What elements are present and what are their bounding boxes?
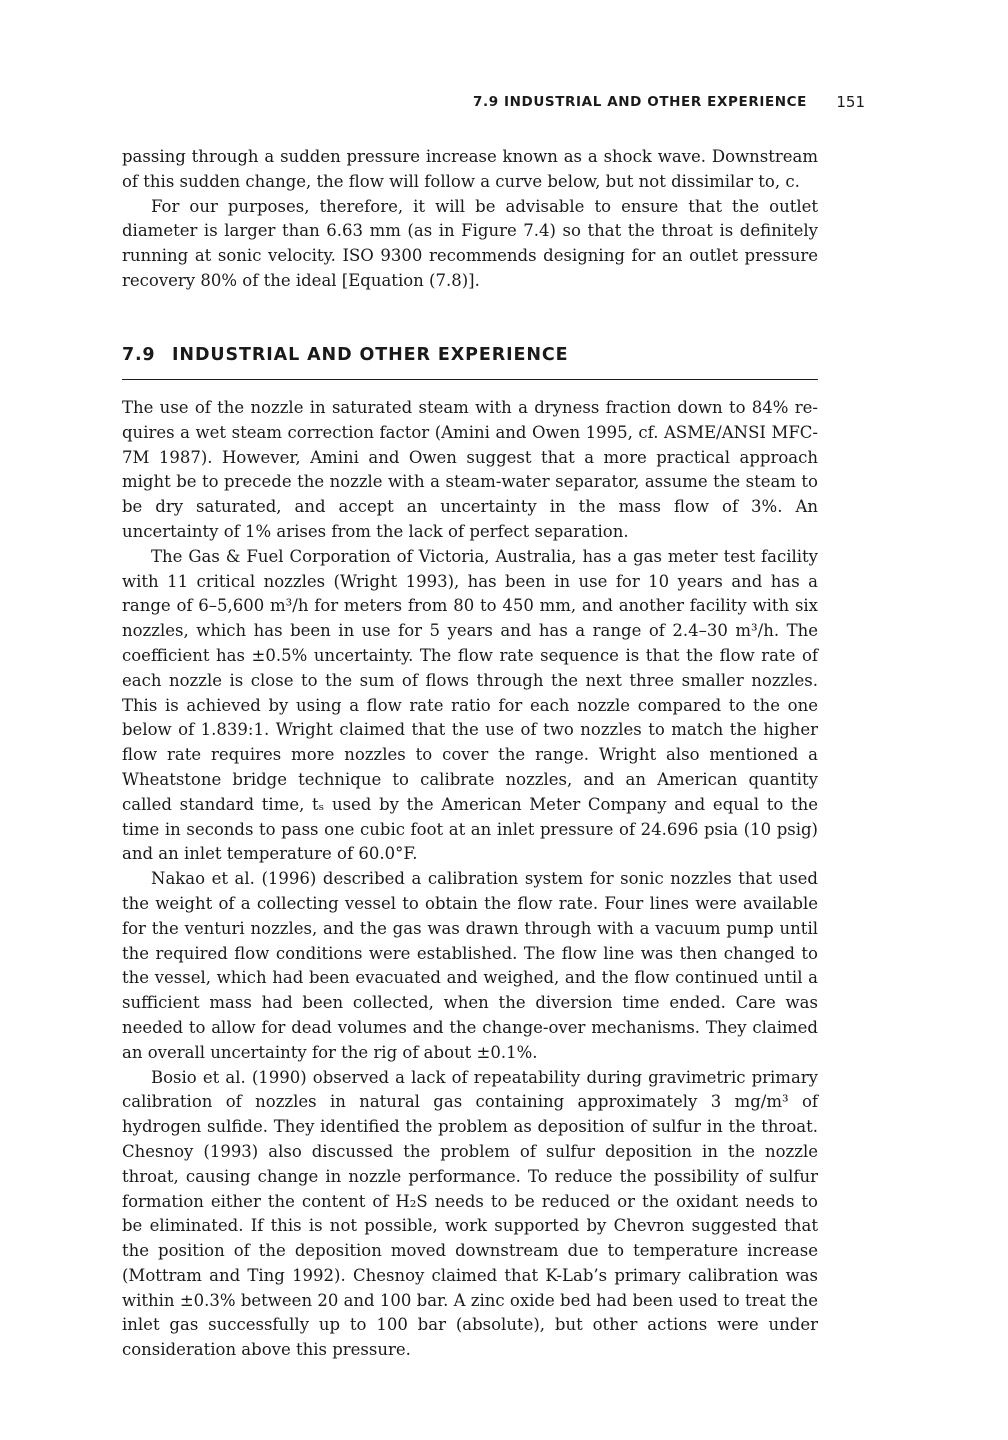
body-paragraph: Bosio et al. (1990) observed a lack of repeatability during gravimetric primary calibration of nozzles in natural gas containing approximately 3 mg/m³ of hydrogen sulfide. They identified the problem as deposition of sulfur in the throat. Chesnoy (1993) also discussed the problem of sulfur deposition in the nozzle throat, causing change in nozzle performance. To reduce the possibility of sulfur formation either the content of H₂S needs to be reduced or the oxidant needs to be eliminated. If this is not possible, work supported by Chevron suggested that the position of the deposition moved downstream due to temperature increase (Mottram and Ting 1992). Chesnoy claimed that K-Lab’s primary calibration was within ±0.3% between 20 and 100 bar. A zinc oxide bed had been used to treat the inlet gas successfully up to 100 bar (absolute), but other actions were under consideration above this pressure. xyxy=(122,1067,818,1360)
section-body xyxy=(122,396,818,1363)
page-number: 151 xyxy=(836,93,865,111)
running-head-title: 7.9 INDUSTRIAL AND OTHER EXPERIENCE xyxy=(473,94,807,110)
intro-paragraph: For our purposes, therefore, it will be advisable to ensure that the outlet diameter is larger than 6.63 mm (as in Figure 7.4) so that the throat is definitely running at sonic velocity. ISO 9300 recommends designing for an outlet pressure recovery 80% of the ideal [Equation (7.8)]. xyxy=(122,196,818,290)
body-paragraph: The use of the nozzle in saturated steam with a dryness fraction down to 84% requires a wet steam correction factor (Amini and Owen 1995, cf. ASME/ANSI MFC-7M 1987). However, Amini and Owen suggest that a more practical approach might be to precede the nozzle with a steam-water separator, assume the steam to be dry saturated, and accept an uncertainty in the mass flow of 3%. An uncertainty of 1% arises from the lack of perfect separation. xyxy=(122,398,818,541)
intro-text-block xyxy=(122,145,818,294)
running-head xyxy=(122,92,865,118)
section-number: 7.9 xyxy=(122,345,156,365)
intro-paragraph: passing through a sudden pressure increase known as a shock wave. Downstream of this sudden change, the flow will follow a curve below, but not dissimilar to, c. xyxy=(122,147,818,191)
body-paragraph: Nakao et al. (1996) described a calibration system for sonic nozzles that used the weight of a collecting vessel to obtain the flow rate. Four lines were available for the venturi nozzles, and the gas was drawn through with a vacuum pump until the required flow conditions were established. The flow line was then changed to the vessel, which had been evacuated and weighed, and the flow continued until a sufficient mass had been collected, when the diversion time ended. Care was needed to allow for dead volumes and the change-over mechanisms. They claimed an overall uncertainty for the rig of about ±0.1%. xyxy=(122,869,818,1062)
section-title: INDUSTRIAL AND OTHER EXPERIENCE xyxy=(172,345,569,365)
section-heading xyxy=(122,345,818,380)
body-paragraph: The Gas & Fuel Corporation of Victoria, Australia, has a gas meter test facility with 11 critical nozzles (Wright 1993), has been in use for 10 years and has a range of 6–5,600 m³/h for meters from 80 to 450 mm, and another facility with six nozzles, which has been in use for 5 years and has a range of 2.4–30 m³/h. The coefficient has ±0.5% uncertainty. The flow rate sequence is that the flow rate of each nozzle is close to the sum of flows through the next three smaller nozzles. This is achieved by using a flow rate ratio for each nozzle compared to the one below of 1.839:1. Wright claimed that the use of two nozzles to match the higher flow rate requires more nozzles to cover the range. Wright also mentioned a Wheatstone bridge technique to calibrate nozzles, and an American quantity called standard time, tₛ used by the American Meter Company and equal to the time in seconds to pass one cubic foot at an inlet pressure of 24.696 psia (10 psig) and an inlet temperature of 60.0°F. xyxy=(122,546,818,864)
